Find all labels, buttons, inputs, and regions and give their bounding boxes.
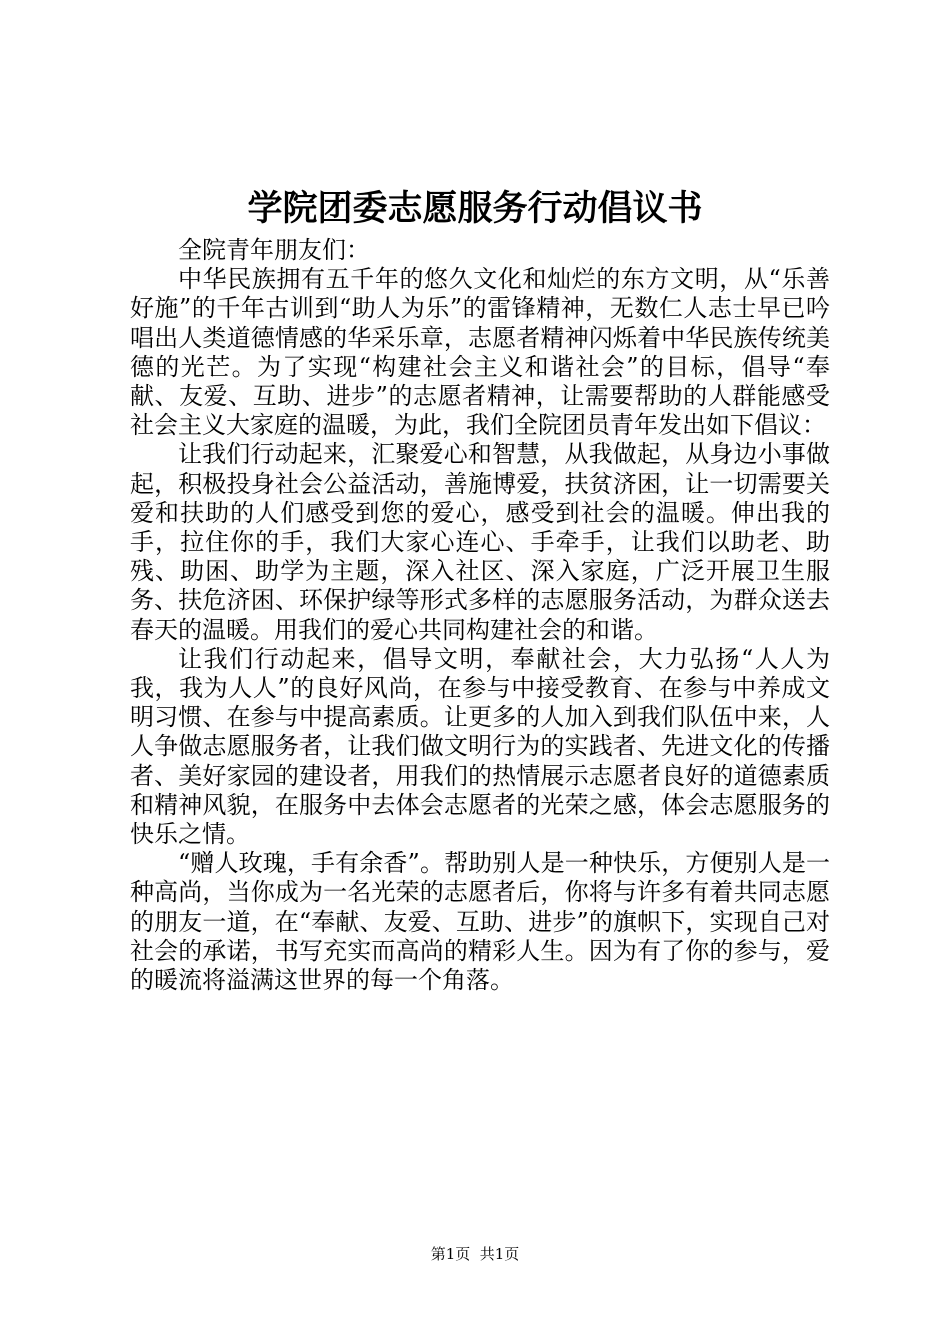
salutation: 全院青年朋友们：	[178, 236, 370, 264]
paragraph-2: 让我们行动起来，汇聚爱心和智慧，从我做起，从身边小事做起，积极投身社会公益活动，善施博爱，扶贫济困，让一切需要关爱和扶助的人们感受到您的爱心，感受到社会的温暖。伸出我的手，拉住你的手，我们大家心连心、手牵手，让我们以助老、助残、助困、助学为主题，深入社区、深入家庭，广泛开展卫生服务、扶危济困、环保护绿等形式多样的志愿服务活动，为群众送去春天的温暖。用我们的爱心共同构建社会的和谐。	[130, 440, 830, 644]
document-body	[130, 236, 830, 995]
document-title: 学院团委志愿服务行动倡议书	[247, 188, 703, 229]
page-number-footer: 第1页 共1页	[430, 1245, 520, 1263]
paragraph-4: “赠人玫瑰，手有余香”。帮助别人是一种快乐，方便别人是一种高尚，当你成为一名光荣的志愿者后，你将与许多有着共同志愿的朋友一道，在“奉献、友爱、互助、进步”的旗帜下，实现自己对社会的承诺，书写充实而高尚的精彩人生。因为有了你的参与，爱的暖流将溢满这世界的每一个角落。	[130, 849, 830, 995]
paragraph-1: 中华民族拥有五千年的悠久文化和灿烂的东方文明，从“乐善好施”的千年古训到“助人为乐”的雷锋精神，无数仁人志士早已吟唱出人类道德情感的华采乐章，志愿者精神闪烁着中华民族传统美德的光芒。为了实现“构建社会主义和谐社会”的目标，倡导“奉献、友爱、互助、进步”的志愿者精神，让需要帮助的人群能感受社会主义大家庭的温暖，为此，我们全院团员青年发出如下倡议：	[130, 265, 830, 440]
paragraph-3: 让我们行动起来，倡导文明，奉献社会，大力弘扬“人人为我，我为人人”的良好风尚，在参与中接受教育、在参与中养成文明习惯、在参与中提高素质。让更多的人加入到我们队伍中来，人人争做志愿服务者，让我们做文明行为的实践者、先进文化的传播者、美好家园的建设者，用我们的热情展示志愿者良好的道德素质和精神风貌，在服务中去体会志愿者的光荣之感，体会志愿服务的快乐之情。	[130, 644, 830, 849]
